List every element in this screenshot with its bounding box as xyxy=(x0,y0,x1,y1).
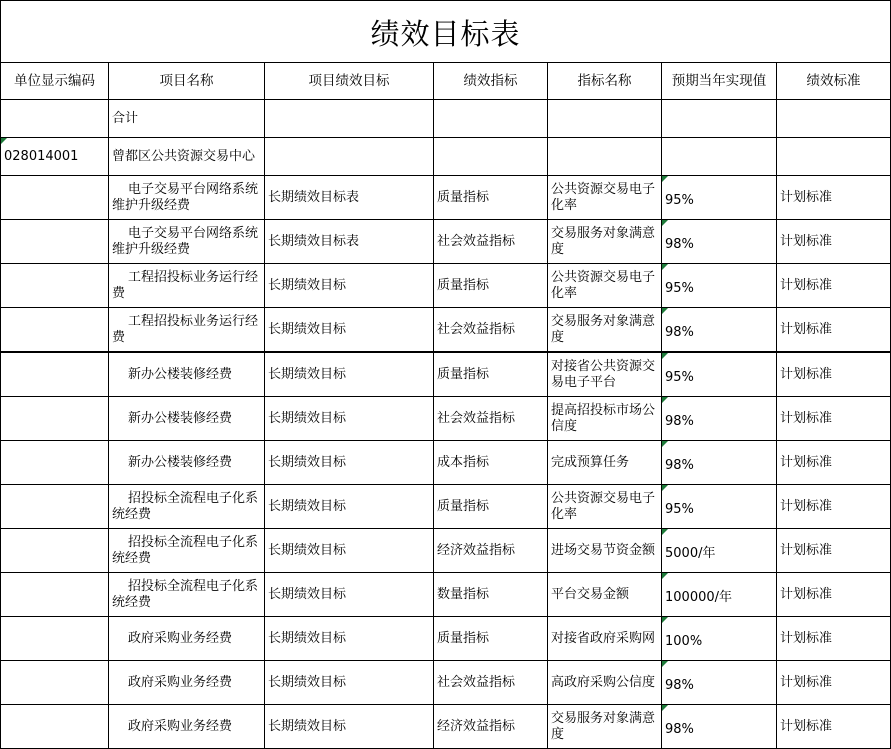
cell-marker-icon xyxy=(662,661,668,667)
project-goal-text: 长期绩效目标 xyxy=(268,321,347,337)
project-name-cell[interactable] xyxy=(109,264,265,308)
standard-text: 计划标准 xyxy=(780,674,833,690)
project-goal-cell[interactable] xyxy=(265,176,434,220)
project-name-text: 新办公楼装修经费 xyxy=(128,366,233,382)
indicator-text: 社会效益指标 xyxy=(437,410,516,426)
indicator-cell[interactable] xyxy=(434,220,548,264)
project-goal-cell[interactable] xyxy=(265,264,434,308)
table-row xyxy=(1,529,891,573)
table-row xyxy=(1,485,891,529)
indicator-text: 社会效益指标 xyxy=(437,233,516,249)
indicator-text: 质量指标 xyxy=(437,277,490,293)
indicator-name-text: 对接省公共资源交易电子平台 xyxy=(551,358,656,390)
expected-value-cell[interactable] xyxy=(662,397,777,441)
header-cell[interactable]: 绩效标准 xyxy=(777,63,891,100)
standard-cell[interactable] xyxy=(777,264,891,308)
expected-value-text: 98% xyxy=(665,413,694,429)
project-goal-text: 长期绩效目标 xyxy=(268,674,347,690)
expected-value-cell[interactable] xyxy=(662,617,777,661)
unit-code-cell[interactable] xyxy=(1,441,109,485)
project-name-cell[interactable] xyxy=(109,617,265,661)
table-cell[interactable] xyxy=(662,100,777,138)
indicator-text: 质量指标 xyxy=(437,189,490,205)
indicator-name-text: 提高招投标市场公信度 xyxy=(551,402,656,434)
goal-table xyxy=(0,62,891,749)
cell-marker-icon xyxy=(662,176,668,182)
project-goal-cell[interactable] xyxy=(265,308,434,353)
indicator-name-cell[interactable] xyxy=(548,220,662,264)
project-goal-cell[interactable] xyxy=(265,617,434,661)
standard-text: 计划标准 xyxy=(780,718,833,734)
unit-code-cell[interactable] xyxy=(1,573,109,617)
standard-cell[interactable] xyxy=(777,397,891,441)
indicator-cell[interactable] xyxy=(434,485,548,529)
unit-code-cell[interactable] xyxy=(1,617,109,661)
indicator-name-cell[interactable] xyxy=(548,661,662,705)
indicator-cell[interactable] xyxy=(434,397,548,441)
header-cell[interactable]: 预期当年实现值 xyxy=(662,63,777,100)
expected-value-text: 5000/年 xyxy=(665,545,716,561)
table-row xyxy=(1,220,891,264)
expected-value-cell[interactable] xyxy=(662,176,777,220)
expected-value-cell[interactable] xyxy=(662,308,777,353)
header-cell[interactable]: 单位显示编码 xyxy=(1,63,109,100)
unit-code-cell[interactable] xyxy=(1,308,109,353)
indicator-cell[interactable] xyxy=(434,661,548,705)
indicator-cell[interactable] xyxy=(434,441,548,485)
expected-value-cell[interactable] xyxy=(662,661,777,705)
cell-marker-icon xyxy=(662,441,668,447)
indicator-name-cell[interactable] xyxy=(548,176,662,220)
table-row xyxy=(1,397,891,441)
unit-code-cell[interactable] xyxy=(1,138,109,176)
expected-value-text: 100% xyxy=(665,633,703,649)
project-goal-text: 长期绩效目标表 xyxy=(268,233,360,249)
unit-code-cell[interactable] xyxy=(1,220,109,264)
project-name-cell[interactable] xyxy=(109,176,265,220)
cell-marker-icon xyxy=(662,264,668,270)
cell-marker-icon xyxy=(662,485,668,491)
page-title: 绩效目标表 xyxy=(0,0,891,63)
indicator-name-cell[interactable] xyxy=(548,308,662,353)
standard-cell[interactable] xyxy=(777,352,891,397)
standard-cell[interactable] xyxy=(777,485,891,529)
indicator-name-cell[interactable] xyxy=(548,264,662,308)
expected-value-text: 98% xyxy=(665,721,694,737)
project-goal-text: 长期绩效目标表 xyxy=(268,189,360,205)
standard-text: 计划标准 xyxy=(780,630,833,646)
indicator-cell[interactable] xyxy=(434,529,548,573)
project-name-cell[interactable] xyxy=(109,485,265,529)
project-goal-text: 长期绩效目标 xyxy=(268,718,347,734)
expected-value-cell[interactable] xyxy=(662,573,777,617)
expected-value-text: 98% xyxy=(665,677,694,693)
project-name-text: 工程招投标业务运行经费 xyxy=(112,269,259,301)
project-name-text: 新办公楼装修经费 xyxy=(128,410,233,426)
indicator-text: 成本指标 xyxy=(437,454,490,470)
project-name-text: 工程招投标业务运行经费 xyxy=(112,313,259,345)
indicator-cell[interactable] xyxy=(434,705,548,749)
standard-text: 计划标准 xyxy=(780,321,833,337)
expected-value-cell[interactable] xyxy=(662,264,777,308)
project-goal-cell[interactable] xyxy=(265,441,434,485)
indicator-text: 质量指标 xyxy=(437,498,490,514)
indicator-text: 质量指标 xyxy=(437,630,490,646)
standard-text: 计划标准 xyxy=(780,454,833,470)
project-name-cell[interactable] xyxy=(109,661,265,705)
indicator-name-text: 平台交易金额 xyxy=(551,586,630,602)
indicator-name-text: 公共资源交易电子化率 xyxy=(551,269,656,301)
unit-code-cell[interactable] xyxy=(1,352,109,397)
project-name-cell[interactable] xyxy=(109,352,265,397)
cell-marker-icon xyxy=(1,138,7,144)
header-cell[interactable]: 指标名称 xyxy=(548,63,662,100)
standard-text: 计划标准 xyxy=(780,586,833,602)
indicator-name-cell[interactable] xyxy=(548,352,662,397)
project-name-cell[interactable] xyxy=(109,529,265,573)
table-cell[interactable] xyxy=(1,100,109,138)
total-label[interactable]: 合计 xyxy=(109,100,265,138)
project-name-cell[interactable] xyxy=(109,308,265,353)
table-cell[interactable] xyxy=(548,138,662,176)
indicator-text: 质量指标 xyxy=(437,366,490,382)
table-cell[interactable] xyxy=(548,100,662,138)
standard-text: 计划标准 xyxy=(780,366,833,382)
cell-marker-icon xyxy=(662,353,668,359)
standard-text: 计划标准 xyxy=(780,542,833,558)
standard-cell[interactable] xyxy=(777,661,891,705)
table-row xyxy=(1,661,891,705)
standard-cell[interactable] xyxy=(777,308,891,353)
indicator-name-text: 公共资源交易电子化率 xyxy=(551,490,656,522)
cell-marker-icon xyxy=(662,308,668,314)
project-name-text: 电子交易平台网络系统维护升级经费 xyxy=(112,181,259,213)
project-goal-text: 长期绩效目标 xyxy=(268,366,347,382)
project-goal-text: 长期绩效目标 xyxy=(268,410,347,426)
indicator-name-text: 交易服务对象满意度 xyxy=(551,225,656,257)
project-name-text: 招投标全流程电子化系统经费 xyxy=(112,490,259,522)
project-goal-cell[interactable] xyxy=(265,220,434,264)
indicator-text: 数量指标 xyxy=(437,586,490,602)
indicator-name-text: 交易服务对象满意度 xyxy=(551,710,656,742)
table-row xyxy=(1,176,891,220)
cell-marker-icon xyxy=(662,397,668,403)
indicator-name-cell[interactable] xyxy=(548,617,662,661)
standard-cell[interactable] xyxy=(777,705,891,749)
unit-code-cell[interactable] xyxy=(1,397,109,441)
indicator-name-cell[interactable] xyxy=(548,705,662,749)
cell-marker-icon xyxy=(662,573,668,579)
table-cell[interactable] xyxy=(265,100,434,138)
cell-marker-icon xyxy=(662,220,668,226)
project-name-cell[interactable] xyxy=(109,573,265,617)
standard-text: 计划标准 xyxy=(780,277,833,293)
table-row xyxy=(1,617,891,661)
project-name-text: 招投标全流程电子化系统经费 xyxy=(112,578,259,610)
table-row xyxy=(1,308,891,353)
project-goal-cell[interactable] xyxy=(265,485,434,529)
project-name-cell[interactable] xyxy=(109,705,265,749)
table-cell[interactable] xyxy=(265,138,434,176)
project-name-text: 政府采购业务经费 xyxy=(128,630,233,646)
unit-name-cell[interactable]: 曾都区公共资源交易中心 xyxy=(109,138,265,176)
project-name-text: 政府采购业务经费 xyxy=(128,674,233,690)
expected-value-cell[interactable] xyxy=(662,441,777,485)
indicator-name-text: 进场交易节资金额 xyxy=(551,542,656,558)
unit-code-cell[interactable] xyxy=(1,485,109,529)
indicator-name-text: 交易服务对象满意度 xyxy=(551,313,656,345)
project-goal-text: 长期绩效目标 xyxy=(268,277,347,293)
expected-value-cell[interactable] xyxy=(662,485,777,529)
indicator-name-cell[interactable] xyxy=(548,441,662,485)
expected-value-text: 98% xyxy=(665,457,694,473)
project-goal-cell[interactable] xyxy=(265,397,434,441)
table-cell[interactable] xyxy=(662,138,777,176)
project-name-text: 政府采购业务经费 xyxy=(128,718,233,734)
indicator-cell[interactable] xyxy=(434,176,548,220)
total-row xyxy=(1,100,891,138)
cell-marker-icon xyxy=(662,705,668,711)
indicator-cell[interactable] xyxy=(434,308,548,353)
project-goal-text: 长期绩效目标 xyxy=(268,454,347,470)
project-name-text: 电子交易平台网络系统维护升级经费 xyxy=(112,225,259,257)
unit-code-cell[interactable] xyxy=(1,661,109,705)
expected-value-cell[interactable] xyxy=(662,529,777,573)
expected-value-text: 98% xyxy=(665,236,694,252)
indicator-name-text: 公共资源交易电子化率 xyxy=(551,181,656,213)
project-goal-text: 长期绩效目标 xyxy=(268,586,347,602)
indicator-name-cell[interactable] xyxy=(548,529,662,573)
table-header-row xyxy=(1,63,891,100)
indicator-cell[interactable] xyxy=(434,617,548,661)
indicator-name-cell[interactable] xyxy=(548,573,662,617)
cell-marker-icon xyxy=(662,529,668,535)
project-goal-cell[interactable] xyxy=(265,661,434,705)
table-row xyxy=(1,441,891,485)
project-goal-cell[interactable] xyxy=(265,352,434,397)
expected-value-cell[interactable] xyxy=(662,352,777,397)
table-cell[interactable] xyxy=(434,138,548,176)
standard-text: 计划标准 xyxy=(780,498,833,514)
table-row xyxy=(1,264,891,308)
indicator-name-text: 对接省政府采购网 xyxy=(551,630,656,646)
indicator-text: 社会效益指标 xyxy=(437,674,516,690)
indicator-text: 经济效益指标 xyxy=(437,542,516,558)
expected-value-text: 95% xyxy=(665,280,694,296)
unit-code: 028014001 xyxy=(4,148,79,164)
standard-cell[interactable] xyxy=(777,529,891,573)
header-cell[interactable]: 项目绩效目标 xyxy=(265,63,434,100)
unit-code-cell[interactable] xyxy=(1,176,109,220)
standard-text: 计划标准 xyxy=(780,410,833,426)
expected-value-cell[interactable] xyxy=(662,220,777,264)
project-goal-cell[interactable] xyxy=(265,705,434,749)
project-name-text: 招投标全流程电子化系统经费 xyxy=(112,534,259,566)
table-cell[interactable] xyxy=(434,100,548,138)
header-cell[interactable]: 绩效指标 xyxy=(434,63,548,100)
standard-cell[interactable] xyxy=(777,617,891,661)
unit-code-cell[interactable] xyxy=(1,264,109,308)
table-row xyxy=(1,352,891,397)
table-row xyxy=(1,573,891,617)
project-name-text: 新办公楼装修经费 xyxy=(128,454,233,470)
indicator-name-text: 高政府采购公信度 xyxy=(551,674,656,690)
table-cell[interactable] xyxy=(777,138,891,176)
expected-value-text: 95% xyxy=(665,501,694,517)
header-cell[interactable]: 项目名称 xyxy=(109,63,265,100)
indicator-cell[interactable] xyxy=(434,264,548,308)
unit-code-cell[interactable] xyxy=(1,529,109,573)
standard-cell[interactable] xyxy=(777,573,891,617)
standard-text: 计划标准 xyxy=(780,189,833,205)
expected-value-text: 98% xyxy=(665,324,694,340)
table-cell[interactable] xyxy=(777,100,891,138)
expected-value-text: 100000/年 xyxy=(665,589,733,605)
standard-cell[interactable] xyxy=(777,176,891,220)
table-row xyxy=(1,705,891,749)
project-name-cell[interactable] xyxy=(109,397,265,441)
project-goal-cell[interactable] xyxy=(265,529,434,573)
indicator-text: 社会效益指标 xyxy=(437,321,516,337)
unit-code-cell[interactable] xyxy=(1,705,109,749)
cell-marker-icon xyxy=(662,617,668,623)
indicator-text: 经济效益指标 xyxy=(437,718,516,734)
project-name-cell[interactable] xyxy=(109,441,265,485)
project-goal-text: 长期绩效目标 xyxy=(268,498,347,514)
indicator-name-text: 完成预算任务 xyxy=(551,454,630,470)
indicator-name-cell[interactable] xyxy=(548,397,662,441)
project-goal-text: 长期绩效目标 xyxy=(268,542,347,558)
standard-text: 计划标准 xyxy=(780,233,833,249)
indicator-name-cell[interactable] xyxy=(548,485,662,529)
project-name-cell[interactable] xyxy=(109,220,265,264)
standard-cell[interactable] xyxy=(777,220,891,264)
project-goal-text: 长期绩效目标 xyxy=(268,630,347,646)
expected-value-text: 95% xyxy=(665,369,694,385)
expected-value-text: 95% xyxy=(665,192,694,208)
standard-cell[interactable] xyxy=(777,441,891,485)
expected-value-cell[interactable] xyxy=(662,705,777,749)
unit-row xyxy=(1,138,891,176)
project-goal-cell[interactable] xyxy=(265,573,434,617)
indicator-cell[interactable] xyxy=(434,352,548,397)
indicator-cell[interactable] xyxy=(434,573,548,617)
